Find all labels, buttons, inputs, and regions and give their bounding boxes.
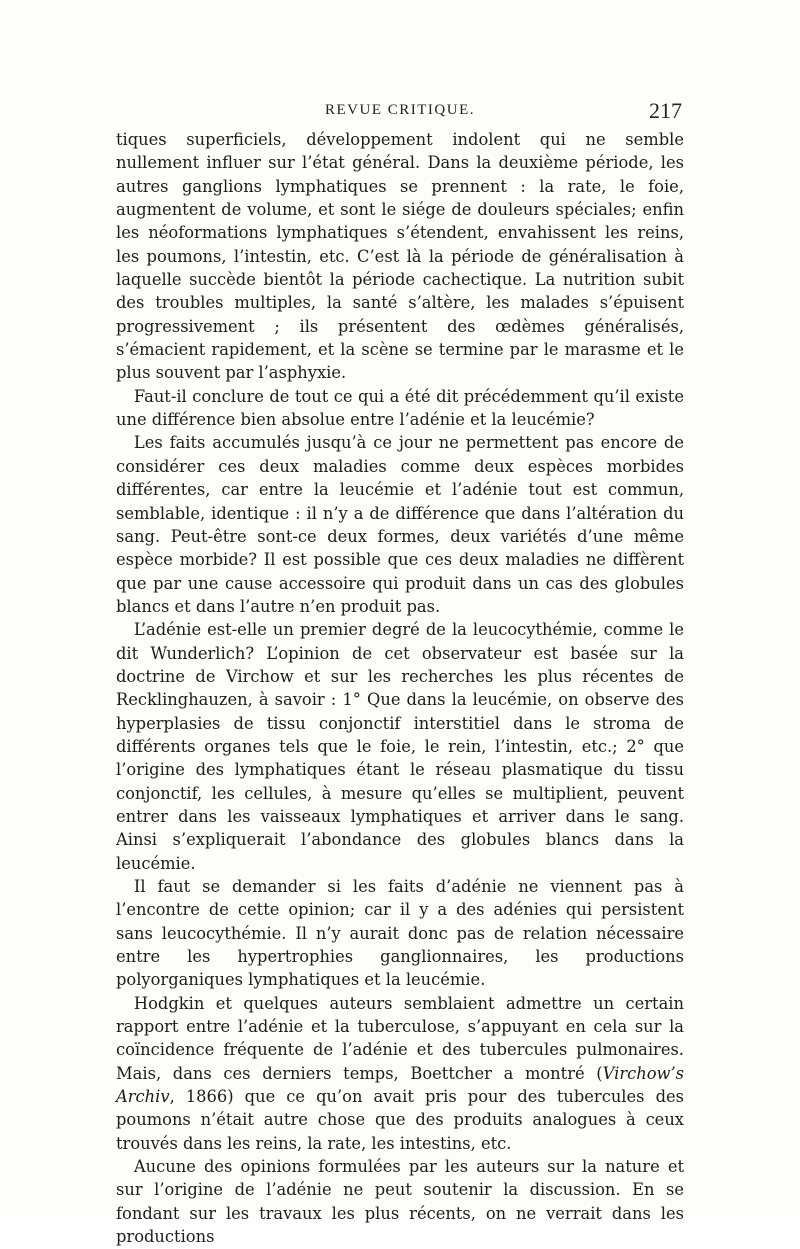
page-number: 217 — [649, 98, 682, 123]
paragraph: tiques superficiels, développement indolent qui ne semble nullement influer sur l’état général. Dans la deuxième période, les autres ganglions lymphatiques se prennent : la rate, le foie, augmentent de volume, et sont le siége de douleurs spéciales; enfin les néoformations lymphatiques s’étendent, envahissent les reins, les poumons, l’intestin, etc. C’est là la période de généralisation à laquelle succède bientôt la période cachectique. La nutrition subit des troubles multiples, la santé s’altère, les malades s’épuisent progressivement ; ils présentent des œdèmes généralisés, s’émacient rapidement, et la scène se termine par le marasme et le plus souvent par l’asphyxie. — [116, 130, 684, 383]
paragraph-text: Hodgkin et quelques auteurs semblaient admettre un certain rapport entre l’adénie et la tuberculose, s’appuyant en cela sur la coïncidence fréquente de l’adénie et des tubercules pulmonaires. — [116, 993, 684, 1060]
body-text — [116, 128, 684, 1249]
page-header — [116, 98, 684, 128]
paragraph-text: Mais, dans ces derniers temps, Boettcher a montré ( — [116, 1063, 603, 1083]
paragraph: L’adénie est-elle un premier degré de la leucocythémie, comme le dit Wunderlich? L’opinion de cet observateur est basée sur la doctrine de Virchow et sur les recherches les plus récentes de Recklinghauzen, à savoir : 1° Que dans la leucémie, on observe des hyperplasies de tissu conjonctif interstitiel dans le stroma de différents organes tels que le foie, le rein, l’intestin, etc.; 2° que l’origine des lymphatiques étant le réseau plasmatique du tissu conjonctif, les cellules, à mesure qu’elles se multiplient, peuvent entrer dans les vaisseaux lymphatiques et arriver dans le sang. Ainsi s’expliquerait l’abondance des globules blancs dans la leucémie. — [116, 620, 684, 873]
paragraph-text: , 1866) que ce qu’on avait pris pour des tubercules des poumons n’était autre chose que des produits analogues à ceux trouvés dans les reins, la rate, les intestins, etc. — [116, 1087, 684, 1153]
citation-title: Virchow’s Archiv — [116, 1063, 684, 1107]
paragraph: Aucune des opinions formulées par les auteurs sur la nature et sur l’origine de l’adénie ne peut soutenir la discussion. En se fondant sur les travaux les plus récents, on ne verrait dans les productions — [116, 1157, 684, 1247]
paragraph-hodgkin — [116, 992, 684, 1155]
paragraph: Il faut se demander si les faits d’adénie ne viennent pas à l’encontre de cette opinion; car il y a des adénies qui persistent sans leucocythémie. Il n’y aurait donc pas de relation nécessaire entre les hypertrophies ganglionnaires, les productions polyorganiques lymphatiques et la leucémie. — [116, 877, 684, 990]
paragraph: Les faits accumulés jusqu’à ce jour ne permettent pas encore de considérer ces deux maladies comme deux espèces morbides différentes, car entre la leucémie et l’adénie tout est commun, semblable, identique : il n’y a de différence que dans l’altération du sang. Peut-être sont-ce deux formes, deux variétés d’une même espèce morbide? Il est possible que ces deux maladies ne diffèrent que par une cause accessoire qui produit dans un cas des globules blancs et dans l’autre n’en produit pas. — [116, 433, 684, 616]
running-head: REVUE CRITIQUE. — [325, 102, 475, 118]
paragraph: Faut-il conclure de tout ce qui a été dit précédemment qu’il existe une différence bien absolue entre l’adénie et la leucémie? — [116, 386, 684, 430]
